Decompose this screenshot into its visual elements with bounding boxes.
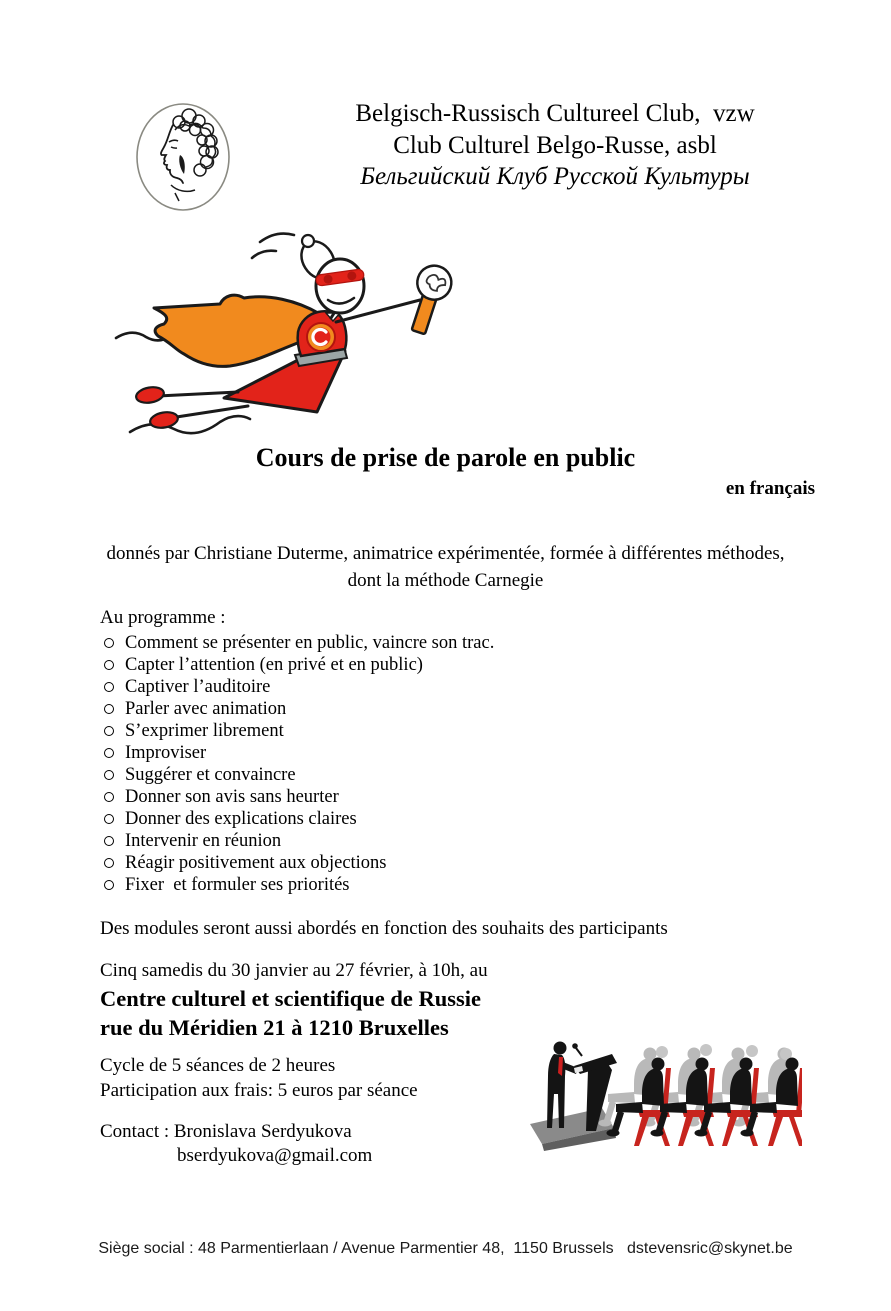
- list-item-text: S’exprimer librement: [125, 721, 284, 741]
- list-item: [100, 654, 494, 676]
- list-item-text: Fixer et formuler ses priorités: [125, 875, 350, 895]
- contact-email: bserdyukova@gmail.com: [177, 1145, 373, 1166]
- circle-bullet-icon: [104, 836, 114, 846]
- list-item: [100, 808, 494, 830]
- modules-note: Des modules seront aussi abordés en fonction des souhaits des participants: [100, 918, 668, 939]
- intro-line: dont la méthode Carnegie: [347, 570, 544, 591]
- subtitle-language: en français: [725, 478, 815, 499]
- list-item: [100, 786, 494, 808]
- program-heading: Au programme :: [100, 607, 226, 628]
- venue-name: Centre culturel et scientifique de Russie: [100, 986, 481, 1011]
- page-title: Cours de prise de parole en public: [255, 443, 636, 472]
- club-header: [290, 98, 820, 193]
- fee-info: Participation aux frais: 5 euros par séance: [100, 1080, 418, 1101]
- venue-block: [100, 984, 481, 1042]
- circle-bullet-icon: [104, 770, 114, 780]
- list-item: [100, 764, 494, 786]
- circle-bullet-icon: [104, 704, 114, 714]
- superhero-woman-flying-with-microphone: [112, 226, 472, 441]
- list-item-text: Donner des explications claires: [125, 809, 357, 829]
- list-item-text: Improviser: [125, 743, 207, 763]
- circle-bullet-icon: [104, 792, 114, 802]
- list-item-text: Capter l’attention (en privé et en public): [125, 655, 423, 675]
- program-list: [100, 632, 494, 896]
- club-name-russian: Бельгийский Клуб Русской Культуры: [360, 163, 750, 190]
- speaker-at-lectern-with-seated-audience: [524, 1036, 802, 1151]
- contact-name: Contact : Bronislava Serdyukova: [100, 1121, 352, 1142]
- list-item: [100, 676, 494, 698]
- list-item-text: Captiver l’auditoire: [125, 677, 271, 697]
- circle-bullet-icon: [104, 682, 114, 692]
- circle-bullet-icon: [104, 660, 114, 670]
- pushkin-profile-medallion-icon: [133, 100, 233, 215]
- course-details: [100, 1053, 418, 1103]
- venue-address: rue du Méridien 21 à 1210 Bruxelles: [100, 1015, 449, 1040]
- footer-address: Siège social : 48 Parmentierlaan / Avenue Parmentier 48, 1150 Brussels dstevensric@skynet.be: [98, 1240, 793, 1257]
- intro-paragraph: [0, 540, 891, 594]
- circle-bullet-icon: [104, 858, 114, 868]
- cycle-info: Cycle de 5 séances de 2 heures: [100, 1055, 336, 1076]
- list-item-text: Comment se présenter en public, vaincre son trac.: [125, 633, 495, 653]
- circle-bullet-icon: [104, 638, 114, 648]
- intro-line: donnés par Christiane Duterme, animatrice expérimentée, formée à différentes méthodes,: [106, 543, 785, 564]
- list-item-text: Parler avec animation: [125, 699, 287, 719]
- circle-bullet-icon: [104, 880, 114, 890]
- list-item: [100, 830, 494, 852]
- list-item: [100, 720, 494, 742]
- list-item: [100, 874, 494, 896]
- club-name-dutch: Belgisch-Russisch Cultureel Club, vzw: [355, 100, 755, 127]
- circle-bullet-icon: [104, 814, 114, 824]
- list-item: [100, 698, 494, 720]
- list-item: [100, 632, 494, 654]
- list-item-text: Intervenir en réunion: [125, 831, 282, 851]
- circle-bullet-icon: [104, 726, 114, 736]
- list-item: [100, 852, 494, 874]
- list-item: [100, 742, 494, 764]
- list-item-text: Réagir positivement aux objections: [125, 853, 387, 873]
- schedule-dates: Cinq samedis du 30 janvier au 27 février, à 10h, au: [100, 960, 488, 981]
- list-item-text: Suggérer et convaincre: [125, 765, 296, 785]
- circle-bullet-icon: [104, 748, 114, 758]
- club-name-french: Club Culturel Belgo-Russe, asbl: [393, 131, 717, 159]
- list-item-text: Donner son avis sans heurter: [125, 787, 339, 807]
